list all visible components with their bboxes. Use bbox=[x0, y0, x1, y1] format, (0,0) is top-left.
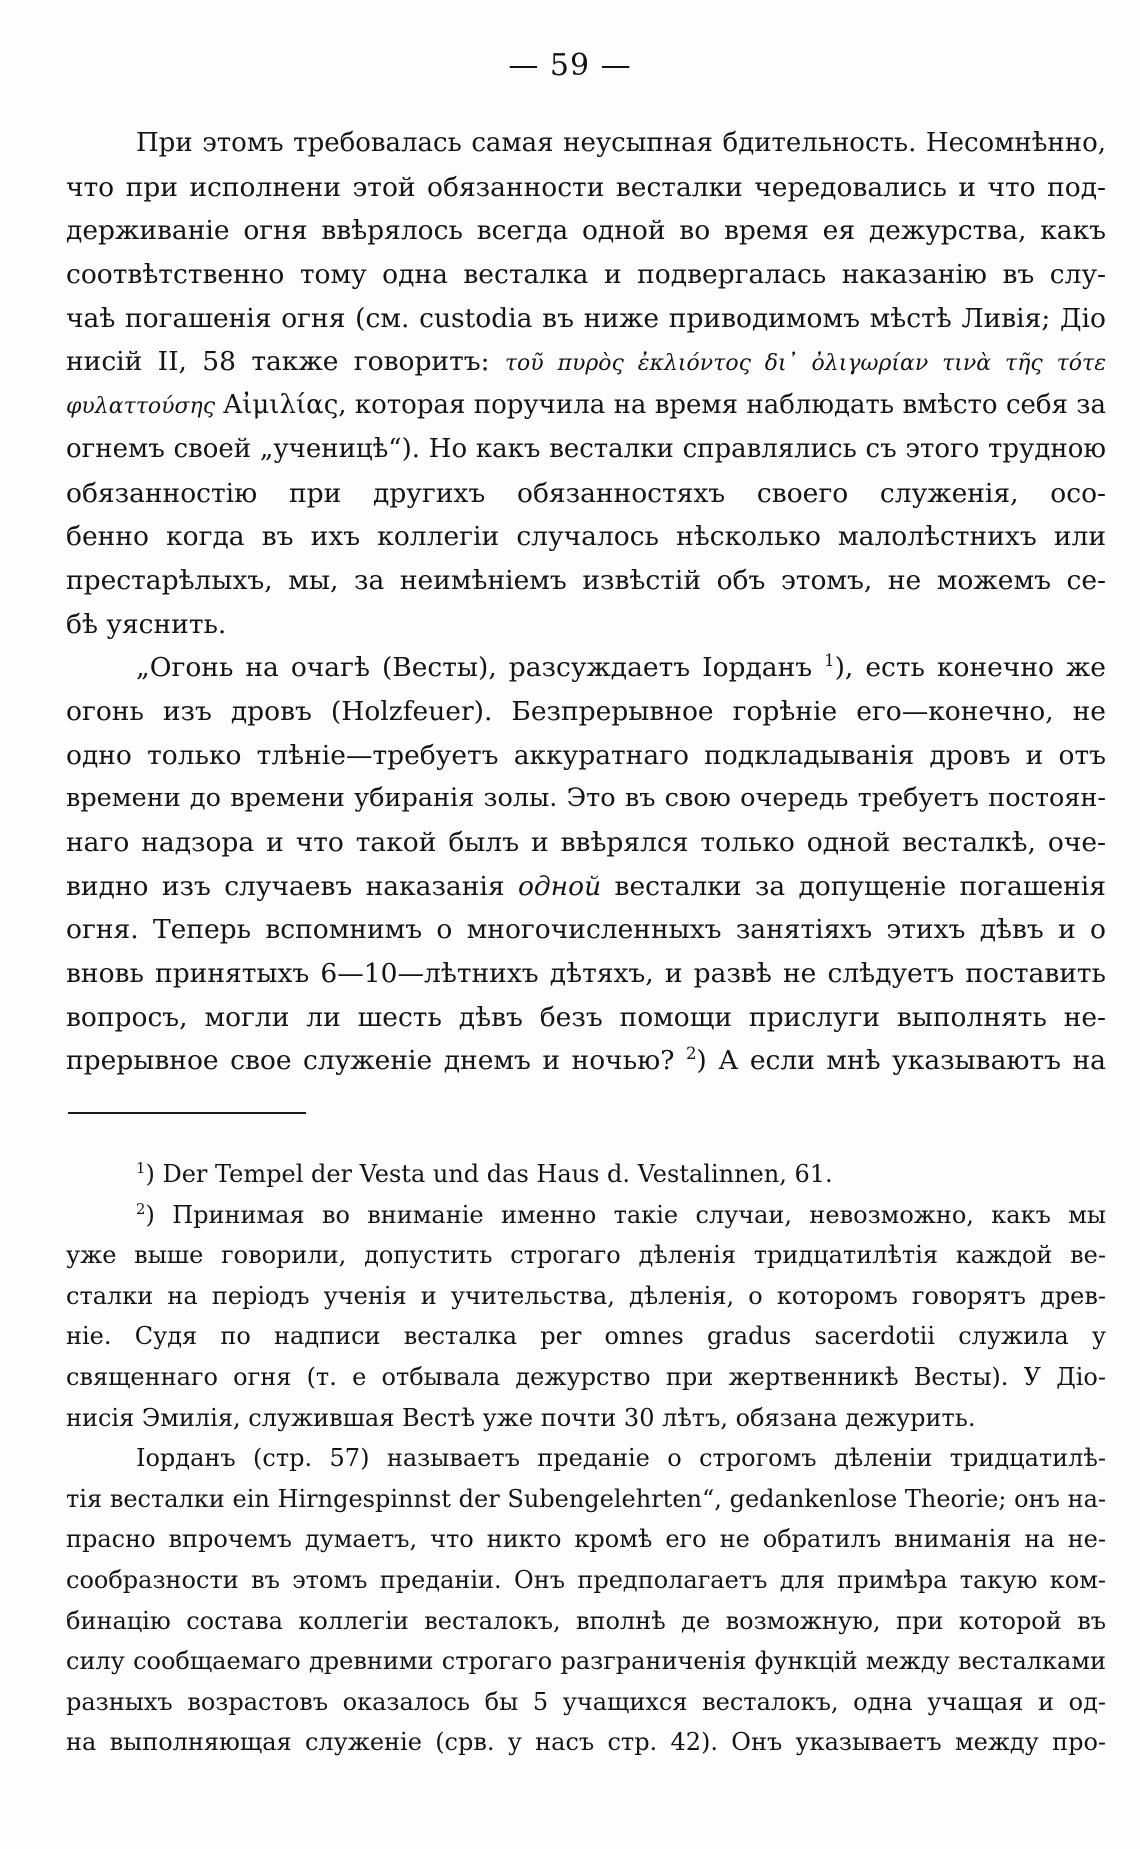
footnote-line: на выполняющая служеніе (срв. у насъ стр. 42). Онъ указываетъ между про- bbox=[66, 1728, 1106, 1757]
footnote-ref-2: 2 bbox=[685, 1044, 697, 1064]
text-line-with-emphasis bbox=[66, 865, 1106, 909]
footnote-line: бинацію состава коллегіи весталокъ, вполнѣ де возможную, при которой въ bbox=[66, 1606, 1106, 1635]
text-line: огонь изъ дровъ (Holzfeuer). Безпрерывное горѣніе его—конечно, не bbox=[66, 695, 1106, 727]
footnote-line: сталки на періодъ ученія и учительства, дѣленія, о которомъ говорятъ древ- bbox=[66, 1281, 1106, 1310]
text-line: соотвѣтственно тому одна весталка и подвергалась наказанію въ слу- bbox=[66, 259, 1106, 291]
text-line: что при исполнени этой обязанности весталки чередовались и что под- bbox=[66, 171, 1106, 203]
text-segment: ), есть конечно же bbox=[834, 652, 1106, 684]
text-line: престарѣлыхъ, мы, за неимѣніемъ извѣстій объ этомъ, не можемъ се- bbox=[66, 564, 1106, 596]
emphasis-word: одной bbox=[517, 870, 602, 902]
page-number: — 59 — bbox=[508, 48, 632, 83]
footnote-1: $^1$) Der Tempel der Vesta und das Haus d. Vestalinnen, 61. bbox=[136, 1159, 833, 1188]
text-line: При этомъ требовалась самая неусыпная бдительность. Несомнѣнно, bbox=[136, 128, 1106, 158]
text-line-with-greek bbox=[66, 340, 1106, 384]
footnote-line: разныхъ возрастовъ оказалось бы 5 учащихся весталокъ, одна учащая и од- bbox=[66, 1687, 1106, 1716]
text-line-with-footnote bbox=[66, 646, 1106, 690]
text-segment: ) А если мнѣ указываютъ на bbox=[696, 1045, 1106, 1077]
text-segment: прерывное свое служеніе днемъ и ночью? bbox=[66, 1045, 675, 1077]
text-line: бенно когда въ ихъ коллегіи случалось нѣсколько малолѣстнихъ или bbox=[66, 521, 1106, 553]
footnote-2: $^2$) Принимая во вниманіе именно такіе случаи, невозможно, какъ мы bbox=[136, 1199, 1106, 1229]
footnote-line: ніе. Судя по надписи весталка per omnes gradus sacerdotii служила у bbox=[66, 1322, 1106, 1351]
text-line-with-footnote bbox=[66, 1039, 1106, 1083]
text-line: обязанностію при другихъ обязанностяхъ своего служенія, осо- bbox=[66, 477, 1106, 509]
footnote-ref-1: 1 bbox=[824, 651, 835, 671]
text-line-with-greek bbox=[66, 384, 1106, 428]
footnote-line: силу сообщаемаго древними строгаго разграниченія функцій между весталками bbox=[66, 1647, 1106, 1676]
footnote-line: уже выше говорили, допустить строгаго дѣленія тридцатилѣтія каждой ве- bbox=[66, 1241, 1106, 1270]
text-segment: видно изъ случаевъ наказанія bbox=[66, 870, 505, 902]
footnote-divider bbox=[68, 1112, 306, 1114]
text-line: бѣ уяснить. bbox=[66, 608, 227, 640]
footnote-line: Іорданъ (стр. 57) называетъ преданіе о строгомъ дѣленіи тридцатилѣ- bbox=[136, 1444, 1106, 1473]
main-text bbox=[66, 122, 1106, 1083]
text-line: огня. Теперь вспомнимъ о многочисленныхъ занятіяхъ этихъ дѣвъ и о bbox=[66, 914, 1106, 946]
text-line: держиваніе огня ввѣрялось всегда одной во время ея дежурства, какъ bbox=[66, 215, 1106, 247]
footnote-marker-1: 1 bbox=[136, 1159, 146, 1177]
text-segment: нисій II, 58 также говоритъ: bbox=[66, 346, 490, 378]
footnote-line: прасно впрочемъ думаетъ, что никто кромѣ его не обратилъ вниманія на не- bbox=[66, 1525, 1106, 1554]
text-line: огнемъ своей „ученицѣ“). Но какъ весталки справлялись съ этого трудною bbox=[66, 433, 1106, 464]
footnote-line: священнаго огня (т. е отбывала дежурство при жертвенникѣ Весты). У Діо- bbox=[66, 1362, 1106, 1391]
text-line: одно только тлѣніе—требуетъ аккуратнаго подкладыванія дровъ и отъ bbox=[66, 739, 1106, 771]
text-line: вновь принятыхъ 6—10—лѣтнихъ дѣтяхъ, и развѣ не слѣдуетъ поставить bbox=[66, 958, 1106, 990]
greek-quote: τοῦ πυρὸς ἐκλιόντος δι᾽ ὀλιγωρίαν τινὰ τῆς τότε bbox=[504, 351, 1107, 377]
footnotes bbox=[66, 1154, 1106, 1763]
footnote-line: тія весталки ein Hirngespinnst der Subengelehrten“, gedankenlose Theorie; онъ на- bbox=[66, 1484, 1106, 1513]
footnote-text: Принимая во вниманіе именно такіе случаи, невозможно, какъ мы bbox=[172, 1200, 1106, 1229]
text-segment: весталки за допущеніе погашенія bbox=[614, 870, 1106, 902]
text-line: времени до времени убиранія золы. Это въ свою очередь требуетъ постоян- bbox=[66, 783, 1106, 814]
footnote-line: нисія Эмилія, служившая Вестѣ уже почти 30 лѣтъ, обязана дежурить. bbox=[66, 1403, 976, 1432]
footnote-line: сообразности въ этомъ преданіи. Онъ предполагаетъ для примѣра такую ком- bbox=[66, 1565, 1106, 1594]
text-segment: Αἰμιλίας, которая поручила на время наблюдать вмѣсто себя за bbox=[223, 390, 1106, 421]
text-segment: „Огонь на очагѣ (Весты), разсуждаетъ Іорданъ bbox=[136, 652, 813, 684]
text-line: чаѣ погашенія огня (см. custodia въ ниже приводимомъ мѣстѣ Ливія; Діо bbox=[66, 302, 1106, 334]
footnote-text: Der Tempel der Vesta und das Haus d. Vestalinnen, 61. bbox=[162, 1160, 833, 1188]
footnote-marker-2: 2 bbox=[136, 1199, 146, 1218]
greek-word: φυλαττούσης bbox=[66, 394, 216, 420]
text-line: наго надзора и что такой былъ и ввѣрялся только одной весталкѣ, оче- bbox=[66, 827, 1106, 858]
text-line: вопросъ, могли ли шесть дѣвъ безъ помощи прислуги выполнять не- bbox=[66, 1001, 1106, 1033]
